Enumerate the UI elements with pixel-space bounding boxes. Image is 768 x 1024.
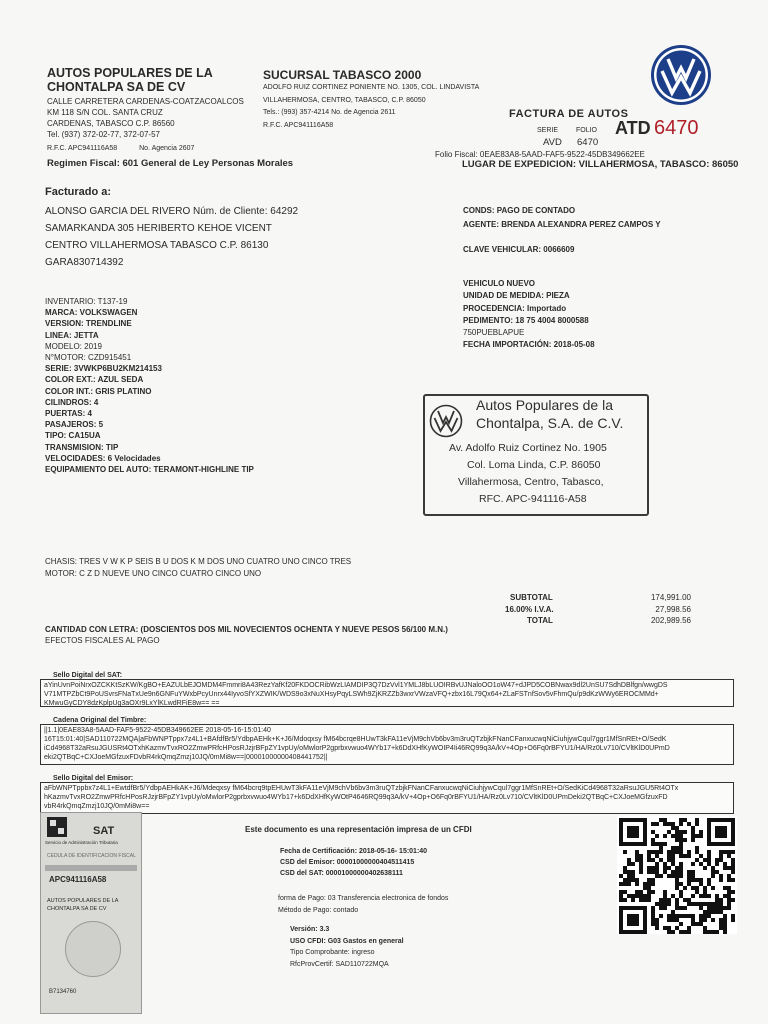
stamp-vw-icon: [429, 404, 463, 438]
cfdi-meta-block: [290, 924, 404, 970]
vehicle-detail: COLOR EXT.: AZUL SEDA: [45, 375, 144, 385]
sello-emisor-label: Sello Digital del Emisor:: [53, 775, 134, 782]
customer-block: [45, 203, 298, 271]
iva-label: 16.00% I.V.A.: [505, 605, 554, 614]
tipo-comprobante: Tipo Comprobante: ingreso: [290, 949, 375, 956]
serie-label: SERIE: [537, 127, 559, 134]
company-name-line1: AUTOS POPULARES DE LA: [47, 66, 213, 80]
folio-value: 6470: [577, 137, 599, 148]
metodo-pago: Método de Pago: contado: [278, 907, 359, 914]
stamp-line5: Villahermosa, Centro, Tabasco,: [458, 476, 604, 488]
qr-code-icon: [617, 816, 737, 934]
sello-emisor-text: hKazmvTvxRO2ZmwPRfcHPosRJzjrBFpZY1vpUy/oMwlorP2gprbxvwuo4WYb17+k6DdXHfKyWOtP4646RQ99q3A/kV+4Op+O6Fq0rBFYU1/HA/Rz0Lv710/CVltKlD0UPmDeki2QTBqC+CXJoeMGfzuxFD: [44, 794, 668, 801]
csd-emisor: CSD del Emisor: 00001000000404511415: [280, 859, 415, 866]
stamp-line4: Col. Loma Linda, C.P. 86050: [467, 459, 601, 471]
cedula-fiscal: [40, 812, 142, 1014]
chasis-block: [45, 556, 351, 580]
cfdi-payment-block: [278, 893, 448, 917]
clave-vehicular: CLAVE VEHICULAR: 0066609: [463, 245, 575, 254]
sello-sat-label: Sello Digital del SAT:: [53, 672, 123, 679]
company-stamp: [423, 394, 649, 516]
conds: CONDS: PAGO DE CONTADO: [463, 206, 576, 215]
company-name-line2: CHONTALPA SA DE CV: [47, 80, 186, 94]
forma-pago: forma de Pago: 03 Transferencia electronica de fondos: [278, 895, 449, 902]
motor-text: MOTOR: C Z D NUEVE UNO CINCO CUATRO CINCO UNO: [45, 569, 262, 578]
vehicle-detail: PASAJEROS: 5: [45, 420, 104, 430]
total-label: TOTAL: [527, 616, 553, 625]
company-address-line: CALLE CARRETERA CARDENAS-COATZACOALCOS: [47, 97, 244, 106]
cedula-bar: [45, 865, 137, 871]
cadena-text: 16T15:01:40|SAD110722MQA|aFbWNPTppx7z4L1+BAfdfBr5/YdbpAEHk+K+J6/Mdoqxsy fM64bcrqe8HUwT3kFA11eVjM9chVb6bv3m3ruQTzbjkFNanCFanxucwqNiCiuhjywCqul7ggr1MfSnREt+O/SedK: [44, 736, 667, 743]
vehicle-details: [45, 296, 254, 475]
import-detail: VEHICULO NUEVO: [463, 279, 536, 288]
chasis-text: CHASIS: TRES V W K P SEIS B U DOS K M DOS UNO CUATRO UNO CINCO TRES: [45, 557, 352, 566]
branch-title: SUCURSAL TABASCO 2000: [263, 68, 422, 82]
total-value: 202,989.56: [650, 616, 691, 625]
customer-line: CENTRO VILLAHERMOSA TABASCO C.P. 86130: [45, 240, 269, 251]
cedula-qr-icon: [47, 817, 67, 837]
branch-line: VILLAHERMOSA, CENTRO, TABASCO, C.P. 86050: [263, 96, 426, 104]
customer-line: ALONSO GARCIA DEL RIVERO Núm. de Cliente: 64292: [45, 206, 299, 217]
company-address: [47, 96, 244, 140]
branch-line: ADOLFO RUIZ CORTINEZ PONIENTE NO. 1305, COL. LINDAVISTA: [263, 84, 480, 91]
agente: AGENTE: BRENDA ALEXANDRA PEREZ CAMPOS Y: [463, 220, 661, 229]
cedula-name-line: AUTOS POPULARES DE LA: [47, 898, 119, 904]
cedula-name-line: CHONTALPA SA DE CV: [47, 906, 107, 912]
subtotal-label: SUBTOTAL: [510, 593, 553, 602]
folio-fiscal: Folio Fiscal: 0EAE83A8-5AAD-FAF5-9522-45DB349662EE: [435, 150, 645, 159]
vehicle-import-details: [463, 278, 595, 352]
subtotal-value: 174,991.00: [650, 593, 691, 602]
customer-line: SAMARKANDA 305 HERIBERTO KEHOE VICENT: [45, 223, 272, 234]
cadena-label: Cadena Original del Timbre:: [53, 717, 147, 724]
vehicle-detail: VERSION: TRENDLINE: [45, 319, 132, 329]
serie-value: AVD: [543, 137, 562, 148]
stamp-line3: Av. Adolfo Ruiz Cortinez No. 1905: [449, 442, 607, 454]
vehicle-detail: N°MOTOR: CZD915451: [45, 353, 132, 363]
sello-emisor-text: aFbWNPTppbx7z4L1+EwtdfBr5/YdbpAEHkAK+J6/Mdeqxsy fM64bcrq9tpEHUwT3kFA11eVjM9chVb6bv3m3ruQTzbjkFNanCFanxucwqNiCiuhjywCqul7ggr1MfSnREt+O/SedKiCd4968T32aRsuJGU5Rt4OTx: [44, 785, 679, 792]
cantidad-letra: [45, 624, 448, 646]
company-address-line: Tel. (937) 372-02-77, 372-07-57: [47, 130, 160, 139]
cedula-rfc: APC941116A58: [49, 875, 107, 884]
vehicle-detail: COLOR INT.: GRIS PLATINO: [45, 386, 152, 396]
regimen-fiscal: Regimen Fiscal: 601 General de Ley Personas Morales: [47, 158, 294, 169]
sello-emisor-text: vbR4rkQmqZmzj10JQ/0mMi8w==: [44, 803, 150, 810]
vehicle-detail: LINEA: JETTA: [45, 330, 99, 340]
sello-sat-text: KMwuGyCDY8dzKplpUg3aOXr9LxYlKLwdRFiE8w== ==: [44, 700, 220, 707]
sat-logo: SAT: [93, 825, 115, 837]
cedula-code: B7134760: [49, 989, 77, 995]
vehicle-detail: SERIE: 3VWKP6BU2KM214153: [45, 364, 162, 374]
import-detail: 750PUEBLAPUE: [463, 328, 525, 338]
sello-sat-text: aYinUvnPoiNrxOZCKKtSzKW/KgBO+EAZULbEJOMDM4Fmmri8A43RezYafKf20FKDOCRibWzLIAMDIP3Q7DzVvl1YMLJ8bLUOIRBvUJNaloOO1oW47+dJPD5COBNwax9dl2UnSU7SdhDBlfgn/wwgDS: [44, 682, 668, 689]
company-address-line: KM 118 S/N COL. SANTA CRUZ: [47, 108, 163, 117]
branch-line: R.F.C. APC941116A58: [263, 121, 334, 129]
vehicle-detail: VELOCIDADES: 6 Velocidades: [45, 453, 161, 463]
vehicle-detail: CILINDROS: 4: [45, 397, 99, 407]
stamp-line6: RFC. APC-941116-A58: [479, 493, 587, 505]
csd-sat: CSD del SAT: 00001000000402638111: [280, 870, 403, 877]
cadena-box: [40, 724, 734, 765]
import-detail: UNIDAD DE MEDIDA: PIEZA: [463, 291, 570, 301]
cedula-small2: CÉDULA DE IDENTIFICACIÓN FISCAL: [47, 853, 136, 859]
branch-info: [263, 82, 479, 132]
sello-emisor-box: [40, 782, 734, 814]
company-address-line: CARDENAS, TABASCO C.P. 86560: [47, 119, 175, 128]
import-detail: FECHA IMPORTACIÓN: 2018-05-08: [463, 340, 595, 350]
folio-label: FOLIO: [576, 127, 598, 134]
customer-line: GARA830714392: [45, 257, 124, 268]
big-serie: ATD: [615, 118, 651, 138]
vehicle-detail: MODELO: 2019: [45, 341, 102, 351]
vehicle-detail: EQUIPAMIENTO DEL AUTO: TERAMONT-HIGHLINE TIP: [45, 465, 254, 475]
cfdi-cert-block: [280, 846, 427, 879]
cedula-name: [47, 897, 118, 913]
rfc-prov-certif: RfcProvCertif: SAD110722MQA: [290, 960, 389, 968]
version: Versión: 3.3: [290, 926, 330, 933]
cedula-small1: Servicio de Administración Tributaria: [45, 840, 118, 845]
invoice-title: FACTURA DE AUTOS: [509, 108, 629, 120]
company-agencia: No. Agencia 2607: [139, 145, 195, 152]
branch-line: Tels.: (993) 357-4214 No. de Agencia 2611: [263, 109, 396, 116]
uso-cfdi: USO CFDI: G03 Gastos en general: [290, 937, 404, 945]
customer-heading: Facturado a:: [45, 186, 112, 198]
vw-logo-icon: [650, 44, 712, 106]
import-detail: PEDIMENTO: 18 75 4004 8000588: [463, 315, 589, 325]
cedula-seal-icon: [65, 921, 121, 977]
iva-value: 27,998.56: [655, 605, 691, 614]
sello-sat-box: [40, 679, 734, 707]
vehicle-detail: TRANSMISION: TIP: [45, 442, 119, 452]
vehicle-detail: MARCA: VOLKSWAGEN: [45, 308, 138, 318]
import-detail: PROCEDENCIA: Importado: [463, 303, 567, 313]
company-name: [47, 66, 213, 94]
vehicle-detail: PUERTAS: 4: [45, 409, 92, 419]
company-rfc: R.F.C. APC941116A58: [47, 145, 118, 152]
big-folio: 6470: [654, 117, 699, 139]
vehicle-detail: TIPO: CA15UA: [45, 431, 101, 441]
lugar-expedicion: LUGAR DE EXPEDICION: VILLAHERMOSA, TABASCO: 86050: [462, 159, 739, 170]
cadena-text: eki2QTBqC+CXJoeMGfzuxFDvbR4rkQmqZmzj10JQ/0mMi8w==|00001000000408441752||: [44, 754, 328, 761]
sello-sat-text: V71MTPZbCt9PoUSvrsFNaTxUe9n6GNFuYWxbPcyUnrx44IyvoSfYXZWIK/WDS9o3xNuXHsyPqyLSWh9ZjKRZZb3wxrVWzaVFQ+zbx16L79Qx64+ZLaFSTnfSov5vFhmQu/p9dKzWWy6EROCMMd+: [44, 691, 659, 698]
stamp-line1: Autos Populares de la: [476, 397, 613, 413]
cadena-text: iCd4968T32aRsuJGUSRt4OTxhKazmvTvxRO2ZmwPRfcHPosRJzjrBFpZY1vpUy/oMwlorP2gprbxvwuo4WYb17+k6DdXHfKyWOIP4Ii46RQ99q3A/kV+4Op+O6Fq0rBFYU1/HA/Rz0Lv710/CVltKlD0UPmD: [44, 745, 670, 752]
cfdi-heading: Este documento es una representación impresa de un CFDI: [245, 825, 472, 834]
cantidad-line1: CANTIDAD CON LETRA: (DOSCIENTOS DOS MIL NOVECIENTOS OCHENTA Y NUEVE PESOS 56/100 M.N.): [45, 625, 448, 634]
cantidad-line2: EFECTOS FISCALES AL PAGO: [45, 636, 160, 645]
vehicle-detail: INVENTARIO: T137-19: [45, 297, 128, 306]
fecha-certificacion: Fecha de Certificación: 2018-05-16- 15:01:40: [280, 848, 428, 855]
stamp-line2: Chontalpa, S.A. de C.V.: [476, 415, 624, 431]
cadena-text: ||1.1|0EAE83A8-5AAD-FAF5-9522-45DB349662EE 2018-05-16-15:01:40: [44, 727, 271, 734]
company-rfc-row: [47, 144, 194, 153]
